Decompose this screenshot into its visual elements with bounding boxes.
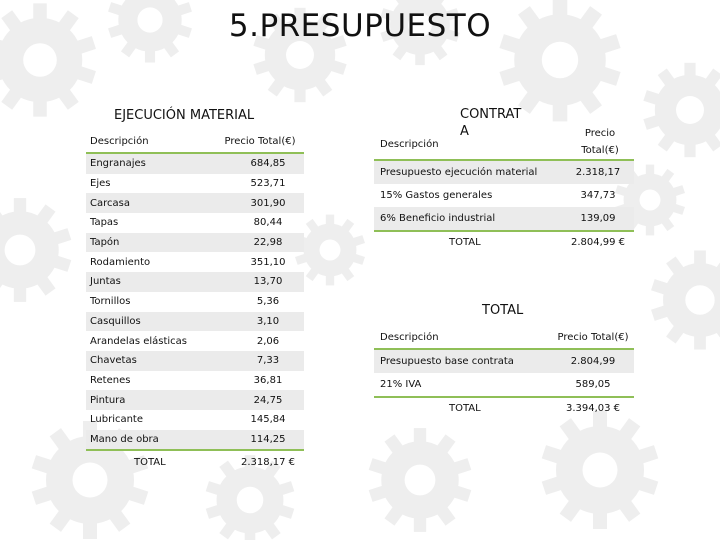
row-description: Retenes	[90, 374, 131, 386]
table-row	[374, 207, 634, 230]
row-description: Carcasa	[90, 197, 130, 209]
row-description: Rodamiento	[90, 256, 151, 268]
row-description: Casquillos	[90, 315, 141, 327]
contrata-total-row	[374, 230, 634, 252]
header-description: Descripción	[90, 135, 149, 147]
row-description: 6% Beneficio industrial	[380, 213, 496, 224]
row-description: Arandelas elásticas	[90, 335, 188, 347]
table-row	[86, 331, 304, 351]
row-price: 2.804,99	[570, 356, 616, 367]
table-row	[86, 272, 304, 292]
total-table	[374, 327, 634, 418]
gear-icon	[0, 198, 71, 302]
row-price: 2.318,17	[575, 167, 621, 178]
table-row	[374, 373, 634, 396]
table-row	[374, 161, 634, 184]
row-price: 684,85	[250, 158, 286, 170]
material-table-header	[86, 130, 304, 154]
row-price: 351,10	[250, 256, 286, 268]
table-row	[86, 390, 304, 410]
row-price: 589,05	[575, 379, 611, 390]
total-label: TOTAL	[449, 236, 481, 248]
table-row	[86, 292, 304, 312]
row-description: Lubricante	[90, 414, 144, 426]
row-description: Pintura	[90, 394, 126, 406]
total-value: 2.318,17 €	[240, 456, 296, 468]
row-description: Mano de obra	[90, 433, 159, 445]
table-row	[86, 233, 304, 253]
table-row	[86, 351, 304, 371]
total-label: TOTAL	[449, 402, 481, 414]
header-total-price: Precio Total(€)	[581, 128, 619, 156]
row-price: 24,75	[253, 394, 283, 406]
table-row	[86, 252, 304, 272]
row-price: 36,81	[253, 374, 283, 386]
header-total-price: Precio Total(€)	[557, 332, 629, 343]
row-price: 347,73	[580, 190, 616, 201]
table-row	[374, 184, 634, 207]
table-row	[374, 350, 634, 373]
row-description: Juntas	[90, 276, 121, 288]
gear-icon	[369, 428, 472, 532]
table-row	[86, 213, 304, 233]
row-description: 15% Gastos generales	[380, 190, 493, 201]
row-description: Presupuesto base contrata	[380, 356, 514, 367]
row-description: Tapas	[90, 217, 119, 229]
row-description: Tornillos	[90, 296, 131, 308]
row-price: 22,98	[253, 237, 283, 249]
row-price: 114,25	[250, 433, 286, 445]
material-table	[86, 130, 304, 473]
row-description: Ejes	[90, 178, 111, 190]
total-table-header	[374, 327, 634, 350]
page-title: 5.PRESUPUESTO	[228, 8, 492, 44]
total-table-caption: TOTAL	[482, 303, 524, 318]
row-description: 21% IVA	[380, 379, 422, 390]
material-table-caption: EJECUCIÓN MATERIAL	[114, 108, 255, 123]
contrata-caption-line2: A	[460, 124, 469, 139]
contrata-table-header	[374, 125, 634, 161]
row-price: 5,36	[256, 296, 280, 308]
table-row	[86, 430, 304, 450]
row-description: Engranajes	[90, 158, 146, 170]
gear-icon	[295, 215, 365, 286]
row-price: 3,10	[256, 315, 280, 327]
gear-icon	[542, 411, 659, 529]
header-total-price: Precio Total(€)	[224, 135, 296, 147]
header-description: Descripción	[380, 138, 439, 150]
header-description: Descripción	[380, 332, 439, 343]
total-value: 3.394,03 €	[565, 402, 621, 414]
row-description: Chavetas	[90, 355, 137, 367]
table-row	[86, 371, 304, 391]
gear-icon	[643, 63, 720, 157]
row-price: 301,90	[250, 197, 286, 209]
contrata-table	[374, 125, 634, 252]
row-price: 523,71	[250, 178, 286, 190]
row-price: 2,06	[256, 335, 280, 347]
table-row	[86, 312, 304, 332]
table-row	[86, 193, 304, 213]
row-price: 145,84	[250, 414, 286, 426]
material-total-row	[86, 449, 304, 473]
row-description: Presupuesto ejecución material	[380, 167, 538, 178]
table-row	[86, 410, 304, 430]
total-label: TOTAL	[134, 456, 166, 468]
gear-icon	[651, 250, 720, 349]
row-price: 80,44	[253, 217, 283, 229]
row-price: 13,70	[253, 276, 283, 288]
table-row	[86, 174, 304, 194]
row-price: 139,09	[580, 213, 616, 224]
row-price: 7,33	[256, 355, 280, 367]
table-row	[86, 154, 304, 174]
total-value: 2.804,99 €	[570, 236, 626, 248]
contrata-caption-line1: CONTRAT	[460, 107, 522, 122]
grand-total-row	[374, 396, 634, 418]
row-description: Tapón	[90, 237, 120, 249]
